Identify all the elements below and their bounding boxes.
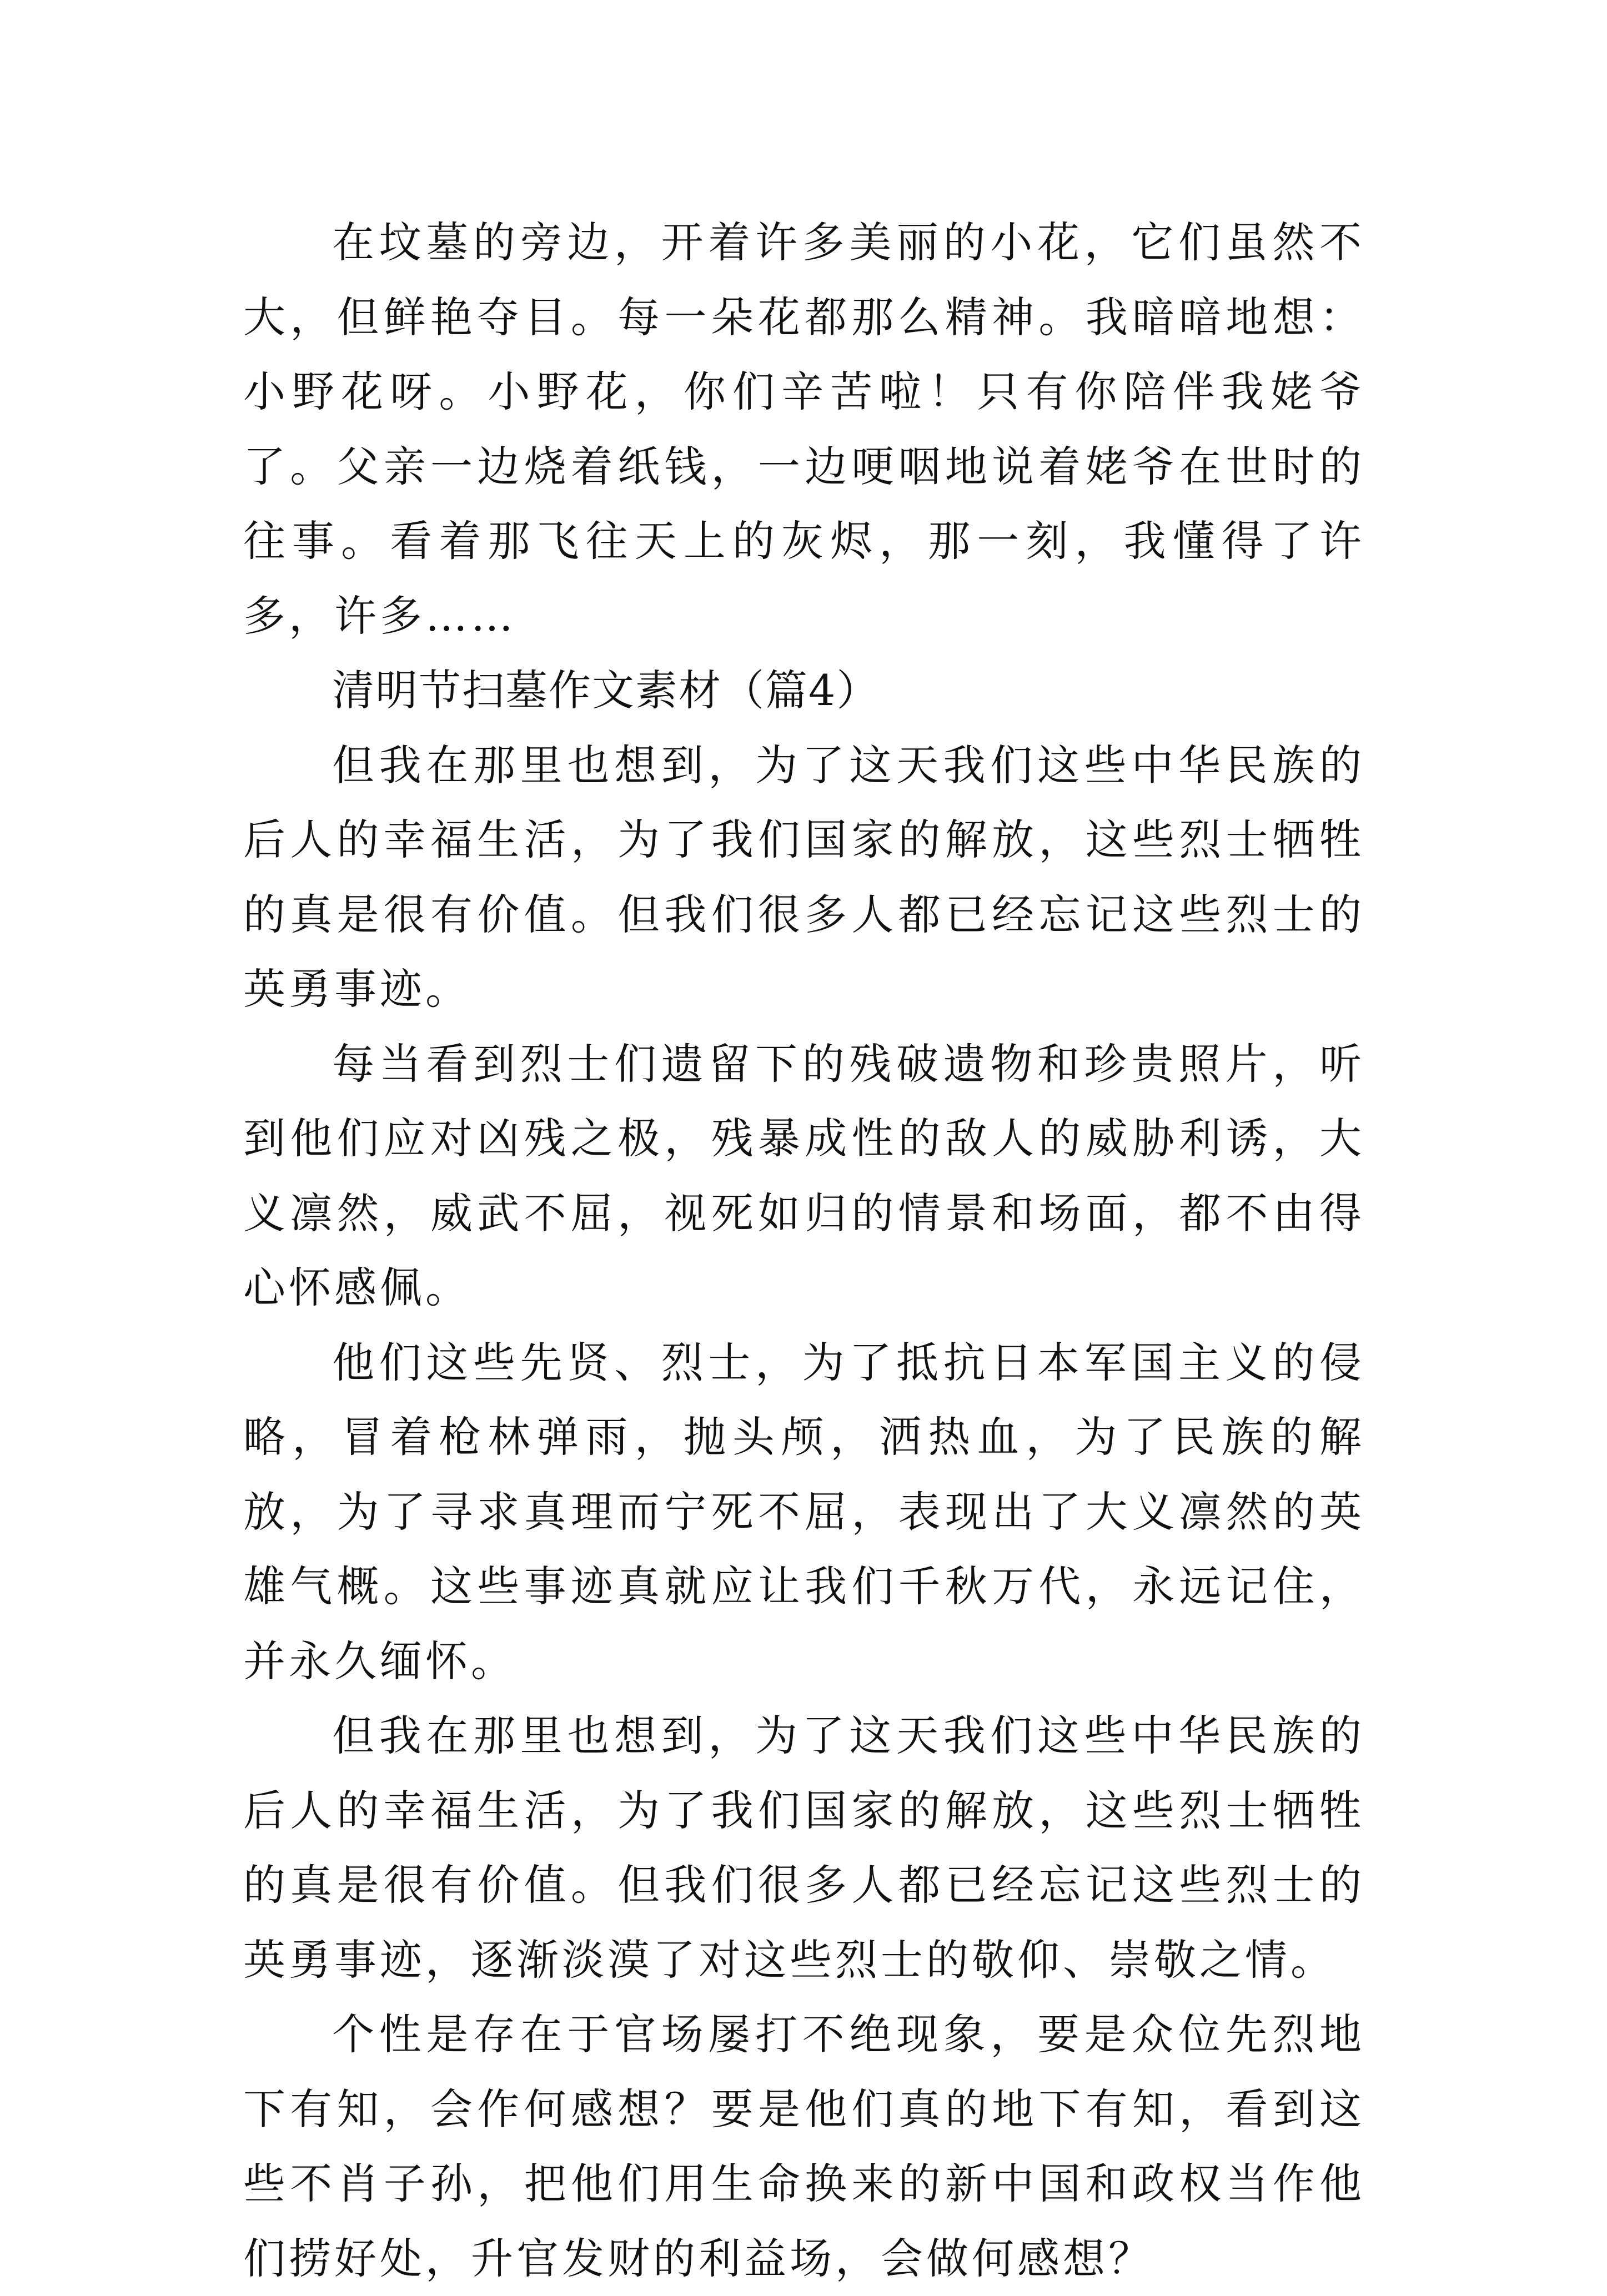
paragraph-3: 他们这些先贤、烈士，为了抵抗日本军国主义的侵略，冒着枪林弹雨，抛头颅，洒热血，为了民族的解放，为了寻求真理而宁死不屈，表现出了大义凛然的英雄气概。这些事迹真就应让我们千秋万代，永远记住，并永久缅怀。 <box>243 1337 1365 1686</box>
paragraph-2: 每当看到烈士们遗留下的残破遗物和珍贵照片，听到他们应对凶残之极，残暴成性的敌人的威胁利诱，大义凛然，威武不屈，视死如归的情景和场面，都不由得心怀感佩。 <box>243 1039 1365 1312</box>
paragraph-intro: 在坟墓的旁边，开着许多美丽的小花，它们虽然不大，但鲜艳夺目。每一朵花都那么精神。我暗暗地想：小野花呀。小野花，你们辛苦啦！只有你陪伴我姥爷了。父亲一边烧着纸钱，一边哽咽地说着姥爷在世时的往事。看着那飞往天上的灰烬，那一刻，我懂得了许多，许多…… <box>243 218 1365 641</box>
paragraph-5: 个性是存在于官场屡打不绝现象，要是众位先烈地下有知，会作何感想？要是他们真的地下有知，看到这些不肖子孙，把他们用生命换来的新中国和政权当作他们捞好处，升官发财的利益场，会做何感想？ <box>243 2010 1365 2283</box>
paragraph-1: 但我在那里也想到，为了这天我们这些中华民族的后人的幸福生活，为了我们国家的解放，这些烈士牺牲的真是很有价值。但我们很多人都已经忘记这些烈士的英勇事迹。 <box>243 740 1365 1014</box>
document-body <box>243 205 1365 2296</box>
paragraph-4: 但我在那里也想到，为了这天我们这些中华民族的后人的幸福生活，为了我们国家的解放，这些烈士牺牲的真是很有价值。但我们很多人都已经忘记这些烈士的英勇事迹，逐渐淡漠了对这些烈士的敬仰、崇敬之情。 <box>243 1711 1365 1985</box>
section-title: 清明节扫墓作文素材（篇4） <box>332 666 880 715</box>
